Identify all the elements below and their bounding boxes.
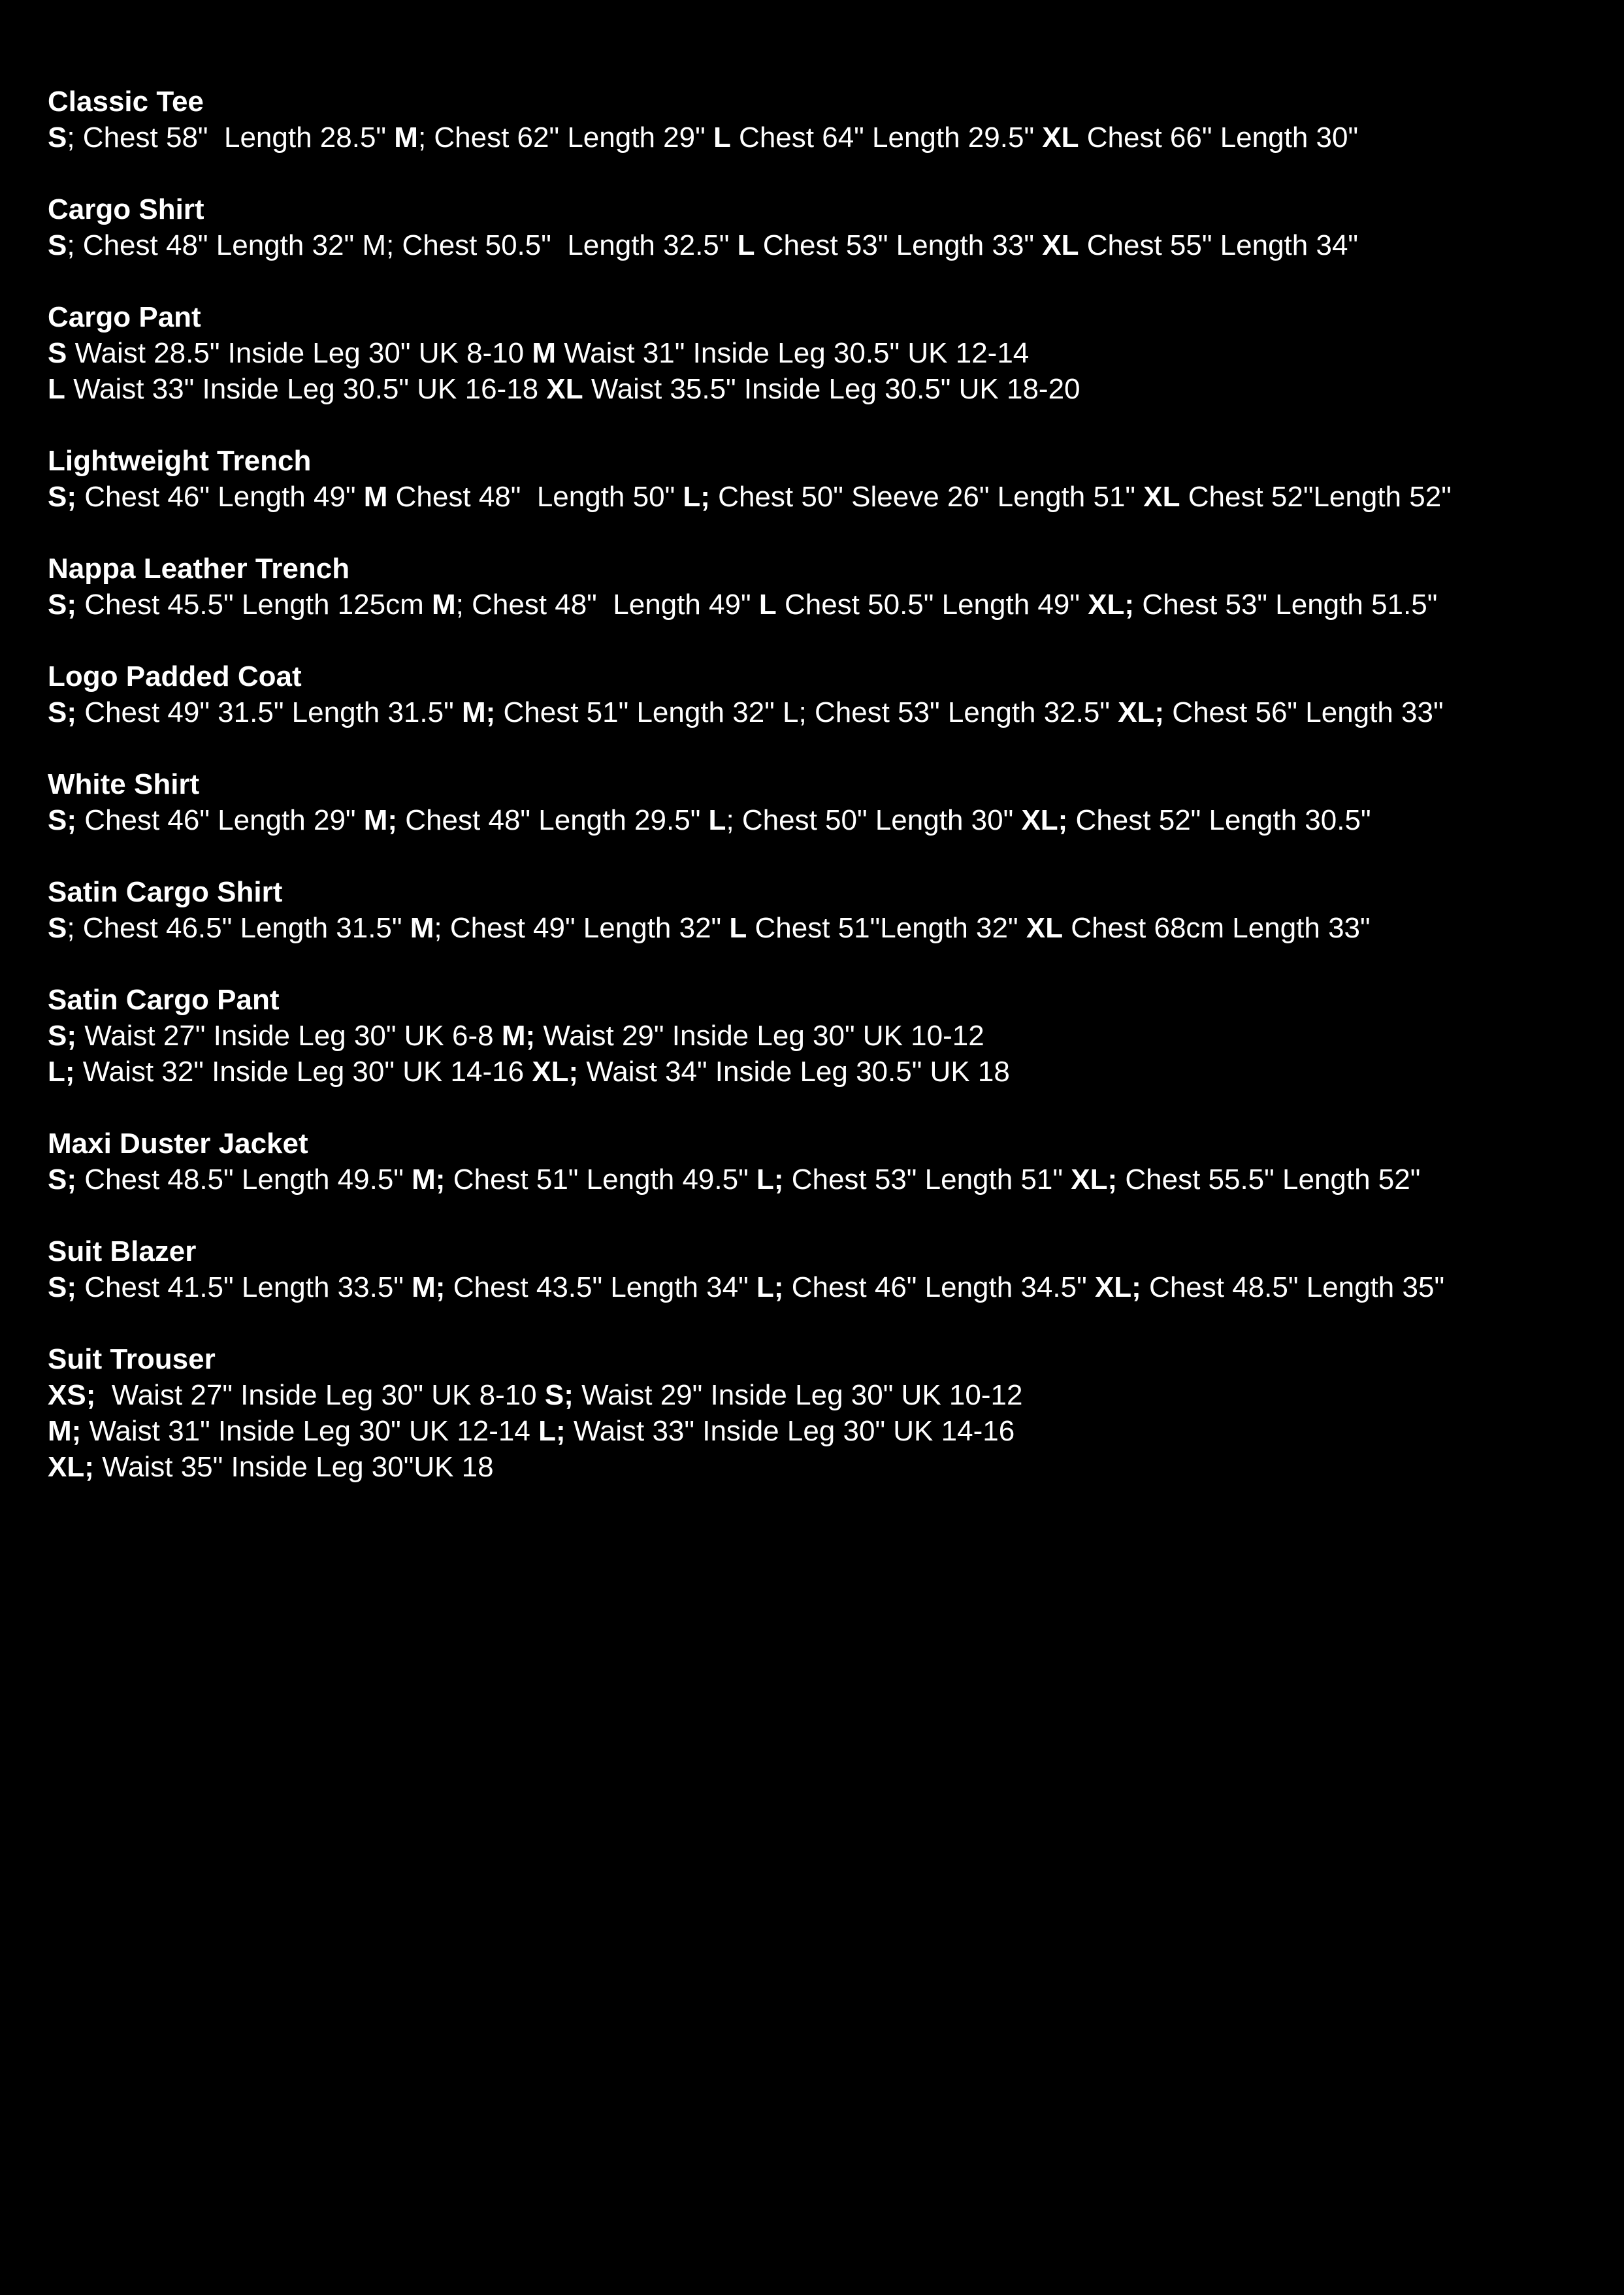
size-label: XL; bbox=[532, 1056, 579, 1088]
product-block bbox=[48, 443, 1602, 515]
size-measurements: ; Chest 49" Length 32" bbox=[434, 912, 730, 944]
size-measurements: Waist 27" Inside Leg 30" UK 6-8 bbox=[76, 1020, 502, 1052]
size-measurements: Chest 49" 31.5" Length 31.5" bbox=[76, 696, 462, 728]
size-measurements: ; Chest 58" Length 28.5" bbox=[67, 122, 395, 154]
size-measurements: Waist 28.5" Inside Leg 30" UK 8-10 bbox=[67, 337, 532, 369]
size-measurements: Waist 35" Inside Leg 30"UK 18 bbox=[93, 1451, 494, 1483]
size-line bbox=[48, 802, 1602, 838]
size-measurements: ; Chest 48" Length 49" bbox=[455, 589, 759, 621]
product-block bbox=[48, 191, 1602, 263]
size-line bbox=[48, 335, 1602, 371]
size-label: M; bbox=[48, 1415, 82, 1447]
size-label: S; bbox=[48, 589, 76, 621]
size-measurements: Chest 46" Length 29" bbox=[76, 804, 364, 836]
size-measurements: ; Chest 46.5" Length 31.5" bbox=[67, 912, 410, 944]
size-measurements: Waist 31" Inside Leg 30" UK 12-14 bbox=[81, 1415, 539, 1447]
size-measurements: Chest 64" Length 29.5" bbox=[730, 122, 1043, 154]
size-measurements: Chest 46" Length 49" bbox=[76, 481, 364, 513]
size-measurements: Waist 33" Inside Leg 30" UK 14-16 bbox=[565, 1415, 1015, 1447]
size-label: L; bbox=[538, 1415, 566, 1447]
size-label: XL bbox=[1143, 481, 1180, 513]
size-label: S; bbox=[48, 481, 76, 513]
size-measurements: Chest 50.5" Length 49" bbox=[776, 589, 1088, 621]
size-label: L bbox=[729, 912, 747, 944]
size-label: M; bbox=[412, 1164, 446, 1196]
size-label: XL bbox=[1042, 122, 1079, 154]
size-measurements: Chest 66" Length 30" bbox=[1079, 122, 1359, 154]
product-title: Classic Tee bbox=[48, 86, 204, 118]
size-line bbox=[48, 1269, 1602, 1305]
size-line bbox=[48, 1162, 1602, 1197]
size-measurements: Chest 41.5" Length 33.5" bbox=[76, 1271, 412, 1303]
size-measurements: Chest 53" Length 51" bbox=[783, 1164, 1071, 1196]
size-line bbox=[48, 227, 1602, 263]
product-block bbox=[48, 982, 1602, 1090]
size-label: L bbox=[758, 589, 777, 621]
size-measurements: Chest 68cm Length 33" bbox=[1063, 912, 1371, 944]
product-block bbox=[48, 1126, 1602, 1197]
size-label: S; bbox=[48, 1020, 76, 1052]
product-title: Satin Cargo Pant bbox=[48, 984, 280, 1016]
size-label: M bbox=[394, 122, 418, 154]
size-measurements: Waist 33" Inside Leg 30.5" UK 16-18 bbox=[65, 373, 547, 405]
product-block bbox=[48, 766, 1602, 838]
size-label: XL bbox=[1042, 229, 1079, 261]
size-line bbox=[48, 120, 1602, 155]
size-label: S; bbox=[544, 1379, 574, 1411]
size-label: XL; bbox=[1118, 696, 1165, 728]
size-line bbox=[48, 694, 1602, 730]
size-label: L; bbox=[756, 1164, 784, 1196]
product-block bbox=[48, 874, 1602, 946]
product-block bbox=[48, 1233, 1602, 1305]
size-label: XL; bbox=[1088, 589, 1135, 621]
size-measurements: Waist 29" Inside Leg 30" UK 10-12 bbox=[535, 1020, 984, 1052]
size-label: XL; bbox=[1021, 804, 1068, 836]
size-measurements: Chest 50" Sleeve 26" Length 51" bbox=[709, 481, 1144, 513]
size-measurements: Waist 27" Inside Leg 30" UK 8-10 bbox=[95, 1379, 545, 1411]
size-line bbox=[48, 910, 1602, 946]
size-label: S bbox=[48, 337, 67, 369]
size-line bbox=[48, 1377, 1602, 1413]
product-title: White Shirt bbox=[48, 768, 200, 800]
size-label: L; bbox=[683, 481, 710, 513]
size-label: S; bbox=[48, 696, 76, 728]
size-label: M; bbox=[412, 1271, 446, 1303]
size-label: M bbox=[431, 589, 456, 621]
size-measurements: Chest 52" Length 30.5" bbox=[1067, 804, 1371, 836]
size-label: M; bbox=[363, 804, 398, 836]
product-block bbox=[48, 551, 1602, 623]
size-label: M bbox=[532, 337, 557, 369]
size-measurements: Chest 43.5" Length 34" bbox=[445, 1271, 756, 1303]
product-title: Suit Blazer bbox=[48, 1235, 197, 1267]
product-title: Nappa Leather Trench bbox=[48, 553, 350, 585]
product-title: Cargo Pant bbox=[48, 301, 201, 333]
size-label: S bbox=[48, 912, 67, 944]
size-measurements: Chest 48" Length 50" bbox=[387, 481, 683, 513]
product-title: Satin Cargo Shirt bbox=[48, 876, 283, 908]
product-block bbox=[48, 299, 1602, 407]
size-measurements: Chest 53" Length 33" bbox=[755, 229, 1043, 261]
size-label: L bbox=[737, 229, 755, 261]
product-title: Maxi Duster Jacket bbox=[48, 1128, 308, 1160]
size-label: XL; bbox=[48, 1451, 94, 1483]
size-label: XL bbox=[546, 373, 583, 405]
size-line bbox=[48, 1018, 1602, 1054]
size-measurements: Waist 35.5" Inside Leg 30.5" UK 18-20 bbox=[583, 373, 1080, 405]
product-block bbox=[48, 1341, 1602, 1485]
size-measurements: Chest 48" Length 29.5" bbox=[397, 804, 709, 836]
size-label: S; bbox=[48, 1271, 76, 1303]
size-measurements: Waist 32" Inside Leg 30" UK 14-16 bbox=[74, 1056, 532, 1088]
size-measurements: Chest 48.5" Length 35" bbox=[1141, 1271, 1445, 1303]
size-measurements: Waist 31" Inside Leg 30.5" UK 12-14 bbox=[556, 337, 1030, 369]
size-label: XS; bbox=[48, 1379, 96, 1411]
size-line bbox=[48, 1449, 1602, 1485]
product-block bbox=[48, 659, 1602, 730]
size-line bbox=[48, 1413, 1602, 1449]
size-line bbox=[48, 371, 1602, 407]
size-label: L bbox=[713, 122, 731, 154]
size-line bbox=[48, 587, 1602, 623]
size-measurements: Chest 52"Length 52" bbox=[1180, 481, 1452, 513]
size-label: L bbox=[48, 373, 65, 405]
size-label: M; bbox=[501, 1020, 536, 1052]
size-measurements: ; Chest 50" Length 30" bbox=[726, 804, 1022, 836]
size-measurements: ; Chest 62" Length 29" bbox=[417, 122, 713, 154]
size-line bbox=[48, 1054, 1602, 1090]
product-title: Suit Trouser bbox=[48, 1343, 216, 1375]
size-label: XL; bbox=[1071, 1164, 1118, 1196]
size-label: L bbox=[708, 804, 726, 836]
product-block bbox=[48, 84, 1602, 155]
size-measurements: Chest 55.5" Length 52" bbox=[1117, 1164, 1421, 1196]
size-measurements: Waist 29" Inside Leg 30" UK 10-12 bbox=[573, 1379, 1023, 1411]
size-label: S bbox=[48, 122, 67, 154]
size-measurements: Chest 51" Length 49.5" bbox=[445, 1164, 756, 1196]
size-label: S bbox=[48, 229, 67, 261]
size-measurements: Chest 53" Length 51.5" bbox=[1134, 589, 1438, 621]
size-label: M; bbox=[461, 696, 496, 728]
size-measurements: Chest 46" Length 34.5" bbox=[783, 1271, 1095, 1303]
product-title: Lightweight Trench bbox=[48, 445, 312, 477]
size-label: S; bbox=[48, 804, 76, 836]
size-measurements: ; Chest 48" Length 32" M; Chest 50.5" Length 32.5" bbox=[67, 229, 738, 261]
size-guide bbox=[48, 84, 1602, 1521]
size-measurements: Chest 48.5" Length 49.5" bbox=[76, 1164, 412, 1196]
size-label: S; bbox=[48, 1164, 76, 1196]
size-measurements: Waist 34" Inside Leg 30.5" UK 18 bbox=[578, 1056, 1010, 1088]
product-title: Cargo Shirt bbox=[48, 193, 204, 225]
size-measurements: Chest 55" Length 34" bbox=[1079, 229, 1359, 261]
size-label: M bbox=[410, 912, 434, 944]
size-measurements: Chest 51" Length 32" L; Chest 53" Length 32.5" bbox=[495, 696, 1118, 728]
size-label: L; bbox=[756, 1271, 784, 1303]
size-measurements: Chest 56" Length 33" bbox=[1164, 696, 1444, 728]
product-title: Logo Padded Coat bbox=[48, 660, 302, 692]
size-measurements: Chest 51"Length 32" bbox=[747, 912, 1026, 944]
size-label: M bbox=[363, 481, 388, 513]
size-label: L; bbox=[48, 1056, 75, 1088]
size-label: XL; bbox=[1094, 1271, 1141, 1303]
size-measurements: Chest 45.5" Length 125cm bbox=[76, 589, 432, 621]
size-label: XL bbox=[1026, 912, 1064, 944]
size-line bbox=[48, 479, 1602, 515]
